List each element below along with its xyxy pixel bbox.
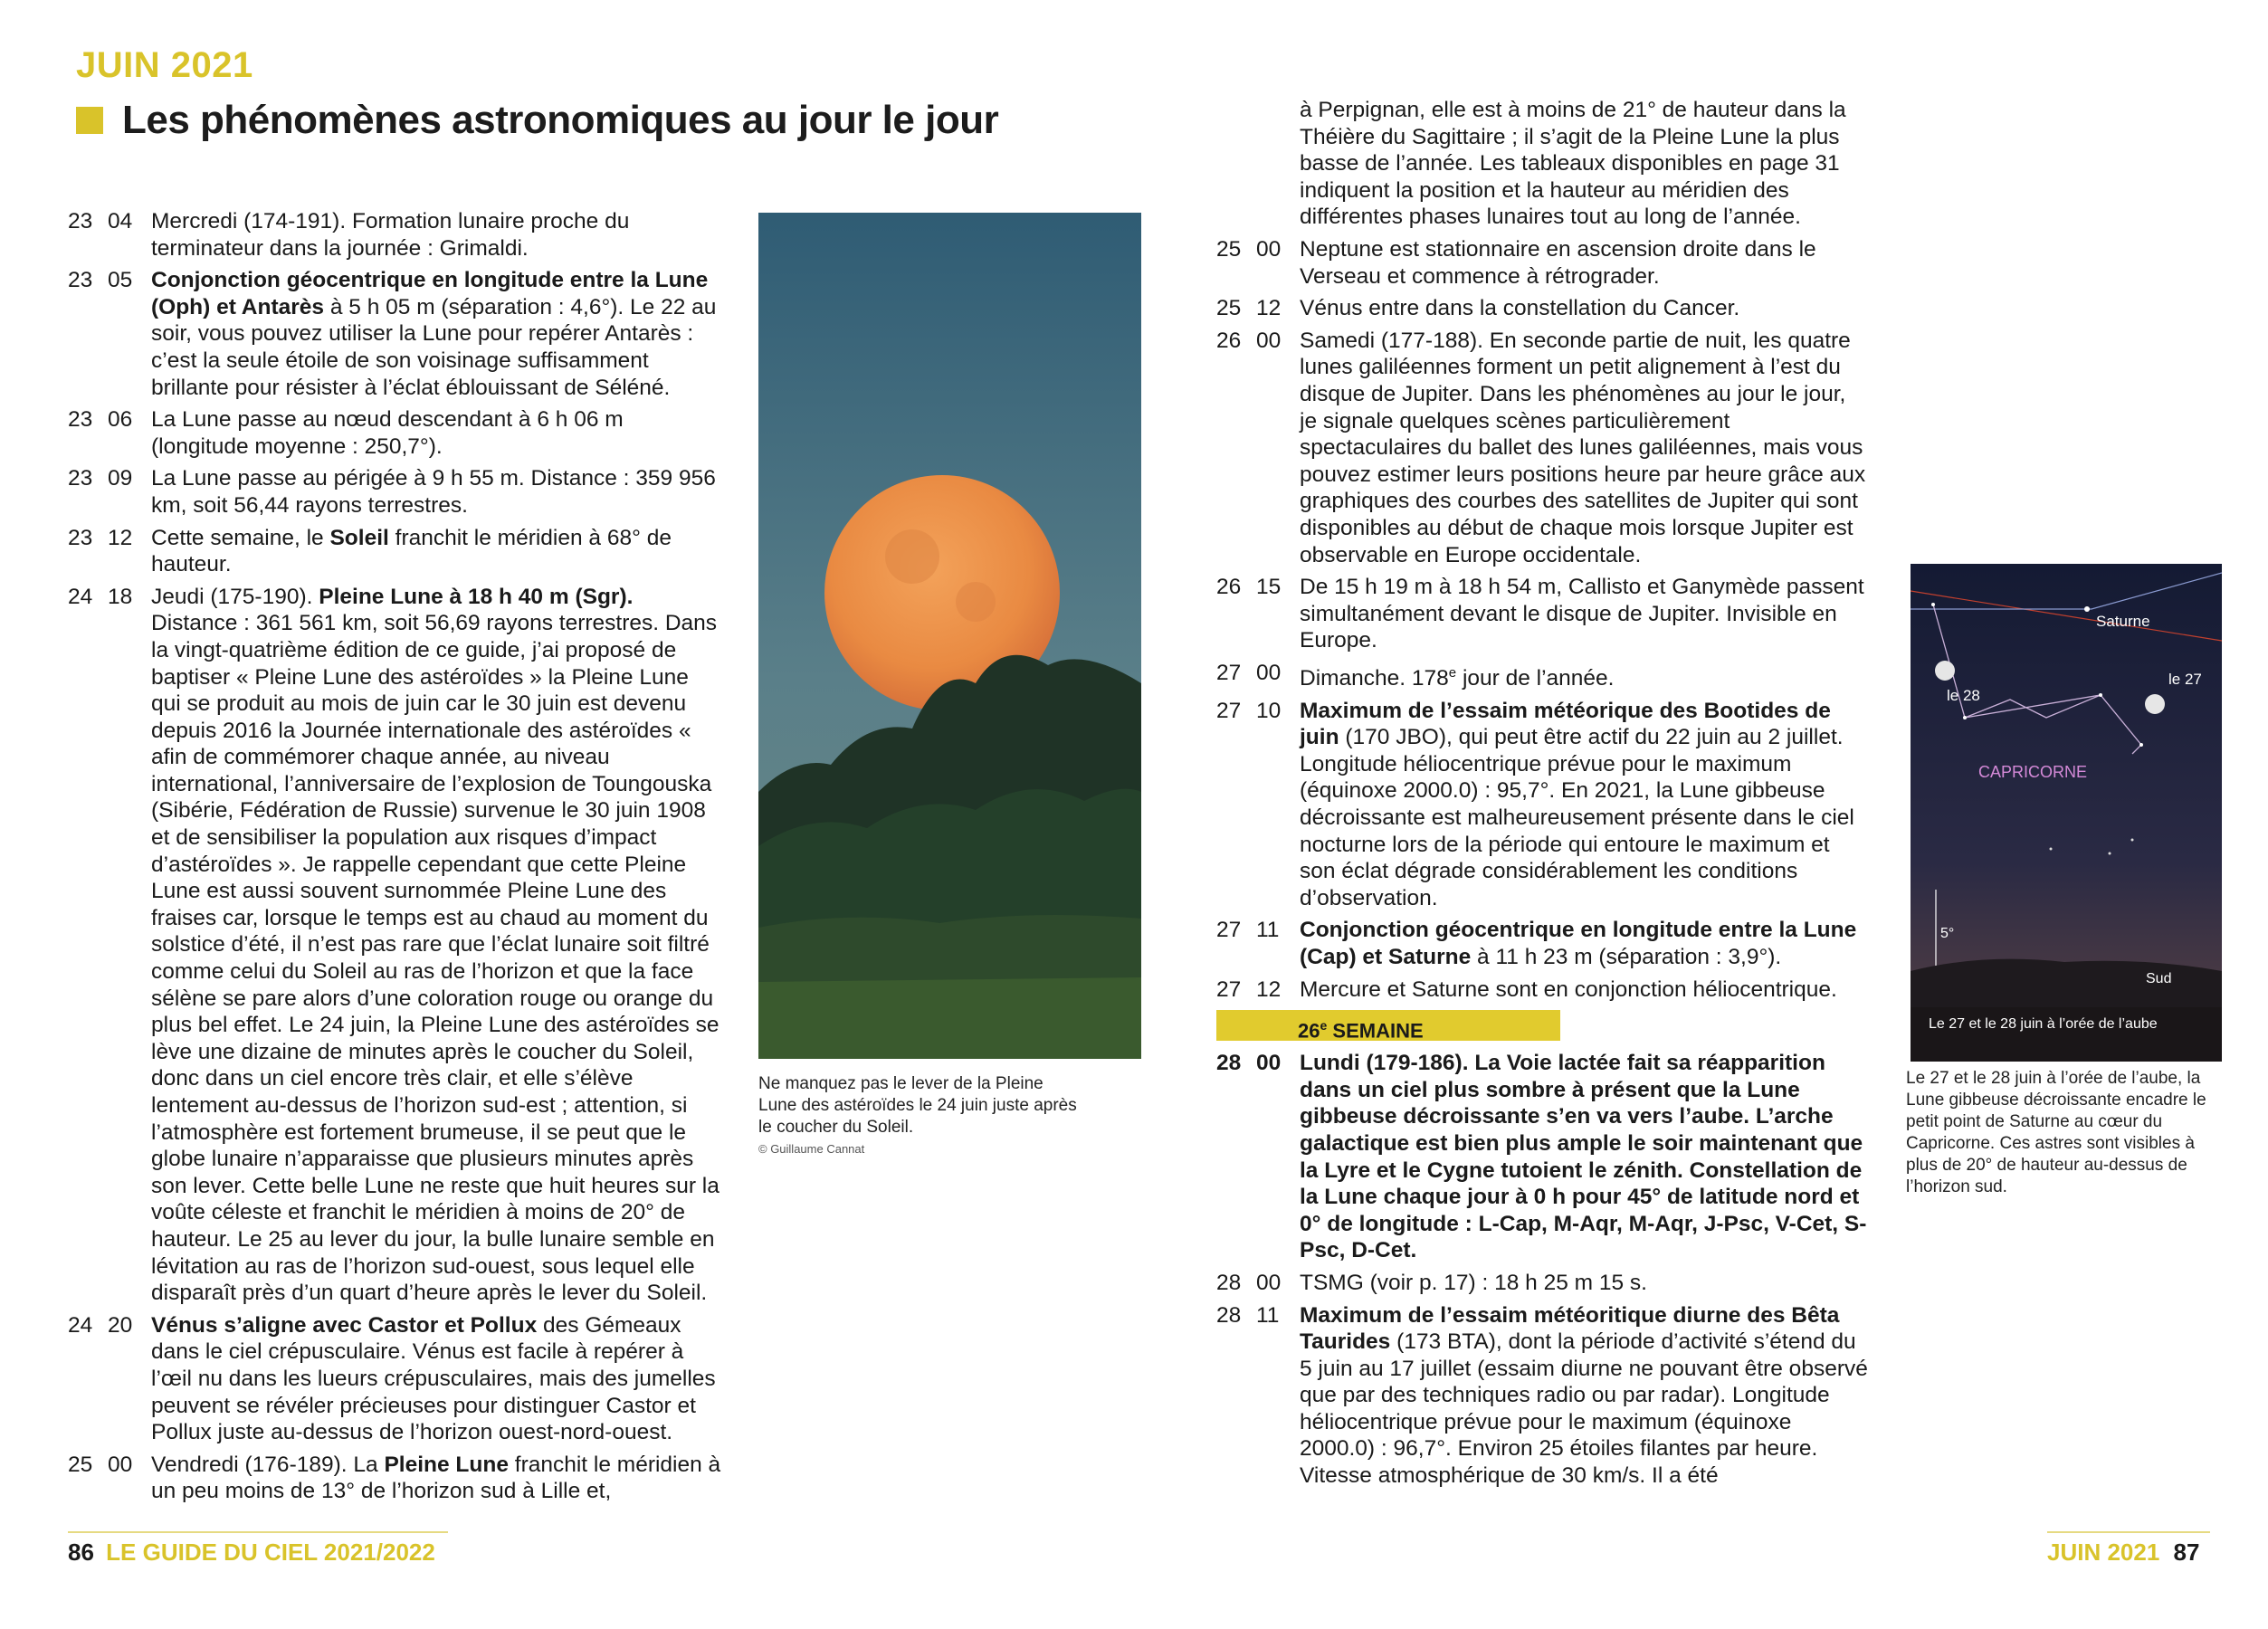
- entry-day: 25: [1216, 236, 1242, 262]
- entry-day: 28: [1216, 1270, 1242, 1295]
- entry-hour: 12: [108, 525, 133, 550]
- page-number-right: 87: [2173, 1538, 2200, 1566]
- entry-day: 24: [68, 1312, 93, 1338]
- ephemeris-entry: [68, 584, 721, 1307]
- entry-text-segment: De 15 h 19 m à 18 h 54 m, Callisto et Ganymède passent simultanément devant le disque de Jupiter. Invisible en Europe.: [1300, 575, 1864, 653]
- ephemeris-entry: [1216, 660, 1868, 692]
- entry-text: [1300, 328, 1868, 568]
- entry-day: 27: [1216, 660, 1242, 685]
- entry-hour: 20: [108, 1312, 133, 1338]
- entry-day: 28: [1216, 1302, 1242, 1328]
- scale-label: 5°: [1940, 926, 1955, 941]
- entry-day: 28: [1216, 1051, 1242, 1076]
- entry-text-segment: à 11 h 23 m (séparation : 3,9°).: [1471, 944, 1782, 969]
- entry-text: [1300, 236, 1868, 290]
- ephemeris-entry: [1216, 976, 1868, 1004]
- entry-hour: 00: [1256, 328, 1282, 353]
- entry-text-segment: jour de l’année.: [1456, 666, 1615, 691]
- entry-text-segment: Conjonction géocentrique en longitude entre la Lune (Oph) et Antarès: [151, 268, 709, 319]
- entry-text: [1300, 1270, 1868, 1297]
- entry-hour: 00: [1256, 1270, 1282, 1295]
- entry-hour: 10: [1256, 698, 1282, 723]
- entry-text: [1300, 976, 1868, 1004]
- entry-text-segment: Distance : 361 561 km, soit 56,69 rayons terrestres. Dans la vingt-quatrième édition de ce guide, j’ai proposé de baptiser « Pleine Lune des astéroïdes » la Pleine Lune qui se produit au mois de juin car le 30 juin est devenu depuis 2016 la Journée internationale des astéroïdes « afin de commémorer chaque année, au niveau international, l’anniversaire de l’explosion de Toungouska (Sibérie, Fédération de Russie) survenue le 30 juin 1908 et de sensibiliser la population aux risques d’impact d’astéroïdes ». Je rappelle cependant que cette Pleine Lune est aussi souvent surnommée Pleine Lune des fraises car, lorsque le temps est au chaud au moment du solstice d’été, il n’est pas rare que l’éclat lunaire soit filtré comme celui du Soleil au ras de l’horizon et que la face sélène se pare alors d’une coloration rouge ou orange du plus bel effet. Le 24 juin, la Pleine Lune des astéroïdes se lève une dizaine de minutes après le coucher du Soleil, donc dans un ciel encore très clair, et elle s’élève lentement au-dessus de l’horizon sud-est ; attention, si l’atmosphère est fortement brumeuse, il se peut que le globe lunaire n’apparaisse que plusieurs minutes après son lever. Cette belle Lune ne reste que huit heures sur la voûte céleste et franchit le méridien à moins de 20° de hauteur. Le 25 au lever du jour, la bulle lunaire semble en lévitation au ras de l’horizon sud-ouest, sous lequel elle disparaît près d’un quart d’heure après le lever du Soleil.: [151, 611, 719, 1306]
- entry-hour: 06: [108, 407, 133, 433]
- entry-text: [1300, 660, 1868, 692]
- ephemeris-entry: [68, 208, 721, 262]
- entry-day: 26: [1216, 575, 1242, 600]
- entry-text-segment: e: [1448, 664, 1457, 681]
- entry-hour: 11: [1256, 1302, 1280, 1328]
- entry-hour: 04: [108, 209, 133, 233]
- sky-chart: [1911, 564, 2222, 1062]
- moon-27-label: le 27: [2168, 671, 2202, 688]
- sud-label: Sud: [2146, 971, 2172, 986]
- entry-text-segment: TSMG (voir p. 17) : 18 h 25 m 15 s.: [1300, 1270, 1647, 1295]
- footer-book-title: LE GUIDE DU CIEL 2021/2022: [106, 1538, 435, 1566]
- left-column: [68, 208, 721, 1510]
- entry-text: [1300, 574, 1868, 654]
- entry-hour: 09: [108, 466, 133, 491]
- entry-day: 23: [68, 525, 93, 550]
- continuation-text: à Perpignan, elle est à moins de 21° de hauteur dans la Théière du Sagittaire ; il s’agit de la Pleine Lune la plus basse de l’année. Les tableaux disponibles en page 31 indiquent la position et la hauteur au méridien des différentes phases lunaires tout au long de l’année.: [1300, 98, 1846, 230]
- entry-text-segment: Cette semaine, le: [151, 525, 330, 550]
- entry-text: [1300, 295, 1868, 322]
- entry-text-segment: Samedi (177-188). En seconde partie de nuit, les quatre lunes galiléennes forment un petit alignement à l’est du disque de Jupiter. Dans les phénomènes au jour le jour, je signale quelques scènes particulièrement spectaculaires du ballet des lunes galiléennes, mais vous pouvez estimer leurs positions heure par heure grâce aux graphiques des courbes des satellites de Jupiter qui sont disponibles au début de chaque mois lorsque Jupiter est observable en Europe occidentale.: [1300, 328, 1866, 567]
- entry-text-segment: franchit le méridien à un peu moins de 13° de l’horizon sud à Lille et,: [151, 1452, 721, 1504]
- entry-day: 27: [1216, 976, 1242, 1002]
- entry-text-segment: La Lune passe au périgée à 9 h 55 m. Distance : 359 956 km, soit 56,44 rayons terrestres.: [151, 466, 716, 518]
- week-label: SEMAINE: [1327, 1019, 1424, 1043]
- entry-text-segment: Vénus entre dans la constellation du Cancer.: [1300, 296, 1740, 321]
- entry-text: [151, 406, 721, 460]
- right-entries: [1216, 236, 1868, 1003]
- entry-day: 25: [1216, 296, 1242, 321]
- footer-month: JUIN 2021: [2047, 1538, 2160, 1566]
- footer-rule-left: [68, 1531, 448, 1533]
- entry-hour: 12: [1256, 296, 1282, 321]
- entry-day: 25: [68, 1452, 93, 1477]
- entry-day: 26: [1216, 328, 1242, 353]
- ephemeris-entry: [1216, 917, 1868, 970]
- moonrise-photo: [758, 213, 1141, 1059]
- page-title: Les phénomènes astronomiques au jour le jour: [122, 98, 999, 142]
- entry-text-segment: Maximum de l’essaim météoritique diurne des Bêta Taurides: [1300, 1302, 1840, 1355]
- ephemeris-entry: [68, 267, 721, 401]
- footer-rule-right: [2047, 1531, 2210, 1533]
- week-banner: [1216, 1010, 1560, 1041]
- entry-text: [1300, 917, 1868, 970]
- entry-text: [151, 1312, 721, 1446]
- entry-hour: 05: [108, 268, 133, 293]
- right-entries-week: [1216, 1050, 1868, 1490]
- page-number-left: 86: [68, 1538, 94, 1566]
- entry-hour: 11: [1256, 918, 1280, 943]
- entry-text: [151, 525, 721, 578]
- entry-day: 23: [68, 268, 93, 293]
- entry-text-segment: Maximum de l’essaim météorique des Bootides de juin: [1300, 698, 1831, 750]
- entry-text: [151, 584, 721, 1307]
- moon-28-label: le 28: [1947, 687, 1980, 704]
- ephemeris-entry: [68, 465, 721, 519]
- entry-text-segment: Pleine Lune à 18 h 40 m (Sgr).: [319, 584, 634, 609]
- entry-text-segment: (173 BTA), dont la période d’activité s’étend du 5 juin au 17 juillet (essaim diurne ne pouvant être observé que par des techniques radio ou par radar). Longitude héliocentrique prévue pour le maximum (équinoxe 2000.0) : 96,7°. Environ 25 étoiles filantes par heure. Vitesse atmosphérique de 30 km/s. Il a été: [1300, 1329, 1868, 1489]
- entry-text-segment: Vénus s’aligne avec Castor et Pollux: [151, 1312, 538, 1338]
- constellation-label: CAPRICORNE: [1978, 763, 2088, 781]
- entry-hour: 00: [1256, 236, 1282, 262]
- entry-text-segment: (170 JBO), qui peut être actif du 22 juin au 2 juillet. Longitude héliocentrique prévue pour le maximum (équinoxe 2000.0) : 95,7°. En 2021, la Lune gibbeuse décroissante est malheureusement présente dans le ciel nocturne lors de la période qui entoure le maximum et son éclat dégrade considérablement les conditions d’observation.: [1300, 725, 1854, 910]
- ephemeris-entry: [1216, 1270, 1868, 1297]
- entry-hour: 12: [1256, 976, 1282, 1002]
- ephemeris-entry: [68, 525, 721, 578]
- entry-text-segment: Mercure et Saturne sont en conjonction héliocentrique.: [1300, 976, 1837, 1002]
- chart-banner: Le 27 et le 28 juin à l’orée de l’aube: [1929, 1016, 2158, 1032]
- entry-text: [151, 267, 721, 401]
- ephemeris-entry: [1216, 1050, 1868, 1264]
- entry-text-segment: Conjonction géocentrique en longitude entre la Lune (Cap) et Saturne: [1300, 918, 1857, 969]
- ephemeris-entry: [68, 1452, 721, 1505]
- entry-text-segment: des Gémeaux dans le ciel crépusculaire. Vénus est facile à repérer à l’œil nu dans les lueurs crépusculaires, mais des jumelles peuvent se révéler précieuses pour distinguer Castor et Pollux juste au-dessus de l’horizon ouest-nord-ouest.: [151, 1312, 716, 1445]
- week-sup: e: [1320, 1018, 1328, 1034]
- ephemeris-entry: [1216, 236, 1868, 290]
- entry-text-segment: Pleine Lune: [384, 1452, 509, 1477]
- week-number: 26: [1298, 1019, 1320, 1043]
- entry-text: [151, 465, 721, 519]
- month-heading: JUIN 2021: [76, 45, 253, 85]
- entry-text-segment: franchit le méridien à 68° de hauteur.: [151, 525, 672, 577]
- photo-caption: Ne manquez pas le lever de la Pleine Lune des astéroïdes le 24 juin juste après le coucher du Soleil.: [758, 1074, 1077, 1137]
- saturne-label: Saturne: [2096, 613, 2150, 630]
- ephemeris-entry: [1216, 698, 1868, 912]
- ephemeris-entry: [1216, 328, 1868, 568]
- ephemeris-entry: [1216, 574, 1868, 654]
- entry-text-segment: Neptune est stationnaire en ascension droite dans le Verseau et commence à rétrograder.: [1300, 236, 1816, 289]
- entry-text: [1300, 1050, 1868, 1264]
- entry-text-segment: à 5 h 05 m (séparation : 4,6°). Le 22 au soir, vous pouvez utiliser la Lune pour repérer Antarès : c’est la seule étoile de son voisinage suffisamment brillante pour résister à l’éclat éblouissant de Séléné.: [151, 294, 717, 400]
- entry-text-segment: Dimanche. 178: [1300, 666, 1449, 691]
- entry-text-segment: Vendredi (176-189). La: [151, 1452, 385, 1477]
- footer-right: [2047, 1538, 2199, 1567]
- entry-text: [151, 1452, 721, 1505]
- entry-day: 23: [68, 407, 93, 433]
- entry-hour: 00: [1256, 660, 1282, 685]
- entry-hour: 15: [1256, 575, 1282, 600]
- right-column: [1216, 97, 1868, 1495]
- ephemeris-entry: [1216, 1302, 1868, 1490]
- title-square-marker: [76, 107, 103, 134]
- ephemeris-entry: [1216, 295, 1868, 322]
- entry-hour: 18: [108, 584, 133, 609]
- entry-text: [1300, 698, 1868, 912]
- footer-left: [68, 1538, 435, 1567]
- ephemeris-entry: [68, 1312, 721, 1446]
- entry-day: 24: [68, 584, 93, 609]
- entry-hour: 00: [108, 1452, 133, 1477]
- entry-day: 23: [68, 466, 93, 491]
- entry-day: 27: [1216, 698, 1242, 723]
- entry-text-segment: Mercredi (174-191). Formation lunaire proche du terminateur dans la journée : Grimaldi.: [151, 209, 630, 261]
- chart-caption: Le 27 et le 28 juin à l’orée de l’aube, la Lune gibbeuse décroissante encadre le petit point de Saturne au cœur du Capricorne. Ces astres sont visibles à plus de 20° de hauteur au-dessus de l’horizon sud.: [1906, 1069, 2206, 1196]
- ephemeris-entry: [68, 406, 721, 460]
- entry-text-segment: Jeudi (175-190).: [151, 584, 319, 609]
- entry-text: [151, 208, 721, 262]
- entry-text-segment: Lundi (179-186). La Voie lactée fait sa réapparition dans un ciel plus sombre à présent que la Lune gibbeuse décroissante s’en va vers l’aube. L’arche galactique est bien plus ample le soir maintenant que la Lyre et le Cygne tutoient le zénith. Constellation de la Lune chaque jour à 0 h pour 45° de latitude nord et 0° de longitude : L-Cap, M-Aqr, M-Aqr, J-Psc, V-Cet, S-Psc, D-Cet.: [1300, 1051, 1867, 1263]
- entry-day: 23: [68, 209, 93, 233]
- photo-credit: © Guillaume Cannat: [758, 1142, 865, 1156]
- entry-text-segment: Soleil: [329, 525, 389, 550]
- entry-day: 27: [1216, 918, 1242, 943]
- entry-hour: 00: [1256, 1051, 1282, 1076]
- entry-text-segment: La Lune passe au nœud descendant à 6 h 06 m (longitude moyenne : 250,7°).: [151, 407, 624, 459]
- entry-text: [1300, 1302, 1868, 1490]
